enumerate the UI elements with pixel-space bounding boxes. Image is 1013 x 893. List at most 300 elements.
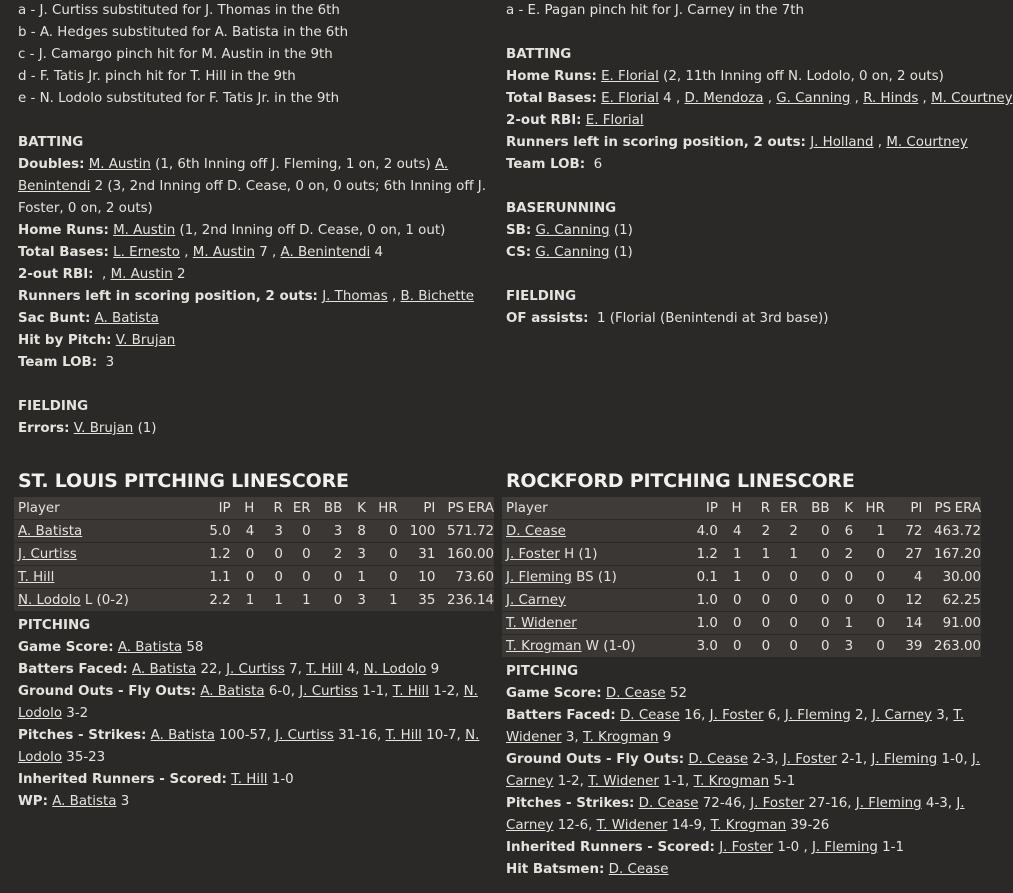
stat-bb: 0 [311, 589, 343, 612]
player-link-e-florial[interactable]: E. Florial [601, 91, 659, 106]
wp-line [18, 791, 488, 813]
stat-er: 0 [283, 543, 311, 566]
col-header-hr: HR [366, 497, 398, 520]
go-foster: 2-1, [840, 752, 868, 767]
player-link-d-mendoza[interactable]: D. Mendoza [684, 91, 764, 106]
stat-ps: 7 [435, 566, 464, 589]
ps-widener: 14-9, [671, 818, 707, 833]
stat-ip: 4.0 [678, 520, 718, 543]
doubles-benintendi-detail: (3, 2nd Inning off D. Cease, 0 on, 0 outs; 6th Inning off J. Foster, 0 on, 2 outs) [18, 179, 487, 216]
player-link-m-courtney[interactable]: M. Courtney [886, 135, 968, 150]
pitches-strikes-line [18, 725, 488, 769]
doubles-benintendi-count: 2 [94, 179, 104, 194]
pitcher-cell [502, 543, 678, 566]
errors-line [18, 418, 496, 440]
player-link-t-hill[interactable]: T. Hill [392, 684, 429, 699]
stl-linescore-title: ST. LOUIS PITCHING LINESCORE [18, 470, 349, 492]
player-link-d-cease[interactable]: D. Cease [688, 752, 749, 767]
stat-era: 6.14 [464, 589, 494, 612]
player-link-r-hinds[interactable]: R. Hinds [863, 91, 919, 106]
bf-cease: 16, [684, 708, 706, 723]
stat-ps: 26 [922, 635, 951, 658]
pitcher-cell [502, 566, 678, 589]
stat-hr: 0 [853, 543, 885, 566]
stat-r: 1 [742, 543, 771, 566]
table-row [14, 566, 494, 589]
player-link-g-canning[interactable]: G. Canning [535, 223, 610, 238]
stat-h: 0 [718, 635, 742, 658]
stat-pi: 27 [885, 543, 923, 566]
player-link-l-ernesto[interactable]: L. Ernesto [113, 245, 180, 260]
stat-ps: 3 [922, 566, 951, 589]
stat-bb: 0 [798, 566, 830, 589]
home-runs-line [506, 66, 981, 88]
stat-ps: 57 [435, 520, 464, 543]
pitcher-decision: L (0-2) [84, 592, 129, 608]
risp-label: Runners left in scoring position, 2 outs: [18, 289, 318, 304]
stat-k: 0 [830, 589, 854, 612]
go-fleming: 1-0, [941, 752, 968, 767]
pitcher-link[interactable]: T. Widener [506, 615, 577, 631]
stat-h: 0 [231, 566, 255, 589]
table-row [502, 543, 981, 566]
table-row [502, 566, 981, 589]
stat-er: 0 [283, 566, 311, 589]
col-header-h: H [231, 497, 255, 520]
go-carney: 1-2, [557, 774, 584, 789]
player-link-b-bichette[interactable]: B. Bichette [400, 289, 474, 304]
player-link-t-krogman[interactable]: T. Krogman [693, 774, 770, 789]
stat-hr: 0 [366, 543, 398, 566]
stat-r: 3 [254, 520, 283, 543]
table-row [14, 520, 494, 543]
stat-hr: 1 [366, 589, 398, 612]
sub-note: b - A. Hedges substituted for A. Batista in the 6th [18, 25, 349, 40]
col-header-player: Player [14, 497, 191, 520]
stat-h: 4 [231, 520, 255, 543]
bf-krogman: 9 [662, 730, 672, 745]
game-score-line [18, 637, 488, 659]
player-link-m-austin[interactable]: M. Austin [110, 267, 173, 282]
player-link-m-austin[interactable]: M. Austin [113, 223, 176, 238]
stat-bb: 0 [798, 589, 830, 612]
col-header-k: K [830, 497, 854, 520]
col-header-era: ERA [464, 497, 494, 520]
two-out-rbi-label: 2-out RBI: [18, 267, 94, 282]
player-link-m-austin[interactable]: M. Austin [88, 157, 151, 172]
pitcher-cell [502, 520, 678, 543]
total-bases-label: Total Bases: [506, 91, 597, 106]
inherited-runners-line [18, 769, 488, 791]
stat-k: 1 [342, 566, 366, 589]
sb-canning: (1) [613, 223, 633, 238]
stat-k: 1 [830, 612, 854, 635]
stat-era: 0.00 [951, 566, 981, 589]
errors-brujan: (1) [137, 421, 157, 436]
sub-note: a - J. Curtiss substituted for J. Thomas in the 6th [18, 3, 340, 18]
player-link-m-courtney[interactable]: M. Courtney [931, 91, 1013, 106]
player-link-g-canning[interactable]: G. Canning [776, 91, 851, 106]
cs-canning: (1) [613, 245, 633, 260]
col-header-era: ERA [951, 497, 981, 520]
player-link-a-batista[interactable]: A. Batista [200, 684, 265, 699]
rockford-pitching-details [506, 661, 981, 881]
inherited-runners-label: Inherited Runners - Scored: [18, 772, 227, 787]
bf-fleming: 2, [854, 708, 868, 723]
stat-pi: 14 [885, 612, 923, 635]
home-runs-label: Home Runs: [506, 69, 597, 84]
baserunning-heading: BASERUNNING [506, 201, 617, 216]
stat-pi: 12 [885, 589, 923, 612]
player-link-e-florial[interactable]: E. Florial [601, 69, 659, 84]
player-link-m-austin[interactable]: M. Austin [192, 245, 255, 260]
hr-austin-detail: (1, 2nd Inning off D. Cease, 0 on, 1 out) [179, 223, 446, 238]
stat-era: 3.00 [951, 635, 981, 658]
col-header-k: K [342, 497, 366, 520]
wp-batista: 3 [120, 794, 130, 809]
rockford-linescore-title: ROCKFORD PITCHING LINESCORE [506, 470, 855, 492]
go-cease: 2-3, [752, 752, 779, 767]
player-link-j-carney[interactable]: J. Carney [506, 752, 981, 789]
pitcher-link[interactable]: J. Fleming [506, 569, 572, 585]
go-batista: 6-0, [268, 684, 295, 699]
pitcher-link[interactable]: J. Carney [506, 592, 566, 608]
home-runs-line [18, 220, 496, 242]
player-link-n-lodolo[interactable]: N. Lodolo [18, 684, 478, 721]
player-link-a-batista[interactable]: A. Batista [132, 662, 197, 677]
bf-foster: 6, [767, 708, 781, 723]
table-row [502, 635, 981, 658]
home-runs-label: Home Runs: [18, 223, 109, 238]
pitching-heading: PITCHING [506, 664, 579, 679]
ps-foster: 27-16, [808, 796, 852, 811]
go-fo-line [506, 749, 981, 793]
go-lodolo: 3-2 [66, 706, 89, 721]
ps-cease: 72-46, [702, 796, 746, 811]
player-link-t-krogman[interactable]: T. Krogman [710, 818, 787, 833]
player-link-t-hill[interactable]: T. Hill [231, 772, 268, 787]
wp-label: WP: [18, 794, 48, 809]
pitcher-link[interactable]: N. Lodolo [18, 592, 81, 608]
player-link-t-widener[interactable]: T. Widener [596, 818, 668, 833]
col-header-ip: IP [191, 497, 231, 520]
player-link-t-widener[interactable]: T. Widener [588, 774, 659, 789]
pitcher-link[interactable]: J. Foster [506, 546, 560, 562]
stat-era: 2.25 [951, 589, 981, 612]
stat-h: 0 [231, 543, 255, 566]
stat-pi: 72 [885, 520, 923, 543]
tb-benintendi: 4 [374, 245, 384, 260]
stat-r: 0 [742, 635, 771, 658]
stat-er: 0 [283, 520, 311, 543]
stat-er: 0 [770, 589, 798, 612]
bf-carney: 3, [936, 708, 950, 723]
player-link-j-foster[interactable]: J. Foster [719, 840, 774, 855]
table-row [14, 543, 494, 566]
sub-note: c - J. Camargo pinch hit for M. Austin in the 9th [18, 47, 333, 62]
stat-ps: 16 [435, 543, 464, 566]
pitcher-cell [14, 589, 191, 612]
stat-hr: 0 [853, 589, 885, 612]
table-header-row [502, 497, 981, 520]
sub-note: d - F. Tatis Jr. pinch hit for T. Hill in the 9th [18, 69, 296, 84]
player-link-a-batista[interactable]: A. Batista [52, 794, 117, 809]
player-link-v-brujan[interactable]: V. Brujan [73, 421, 134, 436]
player-link-d-cease[interactable]: D. Cease [608, 862, 669, 877]
stat-er: 1 [283, 589, 311, 612]
player-link-j-curtiss[interactable]: J. Curtiss [226, 662, 285, 677]
tb-austin: 7 [259, 245, 268, 260]
player-link-j-fleming[interactable]: J. Fleming [855, 796, 922, 811]
pitcher-cell [14, 566, 191, 589]
sac-bunt-label: Sac Bunt: [18, 311, 91, 326]
batting-heading: BATTING [506, 47, 572, 62]
stat-hr: 0 [853, 566, 885, 589]
col-header-r: R [742, 497, 771, 520]
player-link-j-curtiss[interactable]: J. Curtiss [299, 684, 358, 699]
player-link-g-canning[interactable]: G. Canning [535, 245, 610, 260]
go-fo-line [18, 681, 488, 725]
player-link-a-benintendi[interactable]: A. Benintendi [280, 245, 371, 260]
bf-widener: 3, [565, 730, 579, 745]
sb-line [506, 220, 981, 242]
stat-h: 1 [231, 589, 255, 612]
stat-er: 0 [770, 566, 798, 589]
inherited-runners-line [506, 837, 981, 859]
col-header-bb: BB [798, 497, 830, 520]
bf-batista: 22, [200, 662, 222, 677]
stat-bb: 0 [311, 566, 343, 589]
stat-r: 0 [742, 589, 771, 612]
player-link-j-fleming[interactable]: J. Fleming [811, 840, 878, 855]
ir-foster: 1-0 , [777, 840, 808, 855]
team-lob-value: 3 [105, 355, 115, 370]
go-krogman: 5-1 [773, 774, 796, 789]
pitcher-link[interactable]: J. Curtiss [18, 546, 77, 562]
player-link-t-hill[interactable]: T. Hill [306, 662, 343, 677]
stat-ip: 1.0 [678, 612, 718, 635]
col-header-player: Player [502, 497, 678, 520]
player-link-j-carney[interactable]: J. Carney [506, 796, 965, 833]
player-link-n-lodolo[interactable]: N. Lodolo [363, 662, 427, 677]
of-assists-label: OF assists: [506, 311, 589, 326]
bf-hill: 4, [346, 662, 360, 677]
stat-ps: 46 [922, 520, 951, 543]
player-link-t-krogman[interactable]: T. Krogman [582, 730, 659, 745]
ir-fleming: 1-1 [882, 840, 904, 855]
stl-pitching-details [18, 615, 488, 813]
stat-h: 1 [718, 543, 742, 566]
pitches-strikes-line [506, 793, 981, 837]
stat-ip: 0.1 [678, 566, 718, 589]
col-header-ps: PS [922, 497, 951, 520]
team-lob-line [18, 352, 496, 374]
player-link-d-cease[interactable]: D. Cease [620, 708, 680, 723]
player-link-d-cease[interactable]: D. Cease [638, 796, 699, 811]
player-link-j-fleming[interactable]: J. Fleming [871, 752, 938, 767]
pitcher-link[interactable]: T. Krogman [506, 638, 582, 654]
pitcher-link[interactable]: A. Batista [18, 523, 83, 539]
stat-k: 6 [830, 520, 854, 543]
fielding-heading: FIELDING [18, 399, 89, 414]
stat-h: 0 [718, 589, 742, 612]
rockford-pitching-rows [502, 520, 981, 658]
stat-era: 7.20 [951, 543, 981, 566]
pitcher-cell [14, 520, 191, 543]
player-link-e-florial[interactable]: E. Florial [585, 113, 644, 128]
sub-note: a - E. Pagan pinch hit for J. Carney in the 7th [506, 3, 804, 18]
go-widener: 1-1, [663, 774, 690, 789]
inherited-runners-label: Inherited Runners - Scored: [506, 840, 715, 855]
team-lob-label: Team LOB: [506, 157, 586, 172]
pitching-heading: PITCHING [18, 618, 91, 633]
stl-pitching-rows [14, 520, 494, 612]
table-row [502, 520, 981, 543]
stat-k: 3 [830, 635, 854, 658]
fielding-heading: FIELDING [506, 289, 577, 304]
ps-batista: 100-57, [219, 728, 271, 743]
col-header-pi: PI [885, 497, 923, 520]
player-link-j-foster[interactable]: J. Foster [750, 796, 805, 811]
stat-pi: 39 [885, 635, 923, 658]
hbp-line [18, 330, 496, 352]
game-score-label: Game Score: [506, 686, 602, 701]
gs-batista: 58 [186, 640, 204, 655]
two-out-rbi-label: 2-out RBI: [506, 113, 582, 128]
of-assists-value: 1 (Florial (Benintendi at 3rd base)) [596, 311, 829, 326]
player-link-j-holland[interactable]: J. Holland [810, 135, 874, 150]
go-fo-label: Ground Outs - Fly Outs: [18, 684, 197, 699]
col-header-bb: BB [311, 497, 343, 520]
hbp-label: Hit by Pitch: [18, 333, 112, 348]
rockford-notes-column [506, 0, 1013, 330]
player-link-d-cease[interactable]: D. Cease [605, 686, 666, 701]
total-bases-line: Total Bases: E. Florial 4 , D. Mendoza , G. Canning , R. Hinds , M. Courtney [506, 91, 1013, 106]
pitcher-link[interactable]: T. Hill [18, 569, 55, 585]
stat-er: 0 [770, 612, 798, 635]
col-header-er: ER [770, 497, 798, 520]
stat-bb: 0 [798, 543, 830, 566]
rockford-pitching-table [502, 497, 981, 657]
team-lob-label: Team LOB: [18, 355, 98, 370]
stat-hr: 1 [853, 520, 885, 543]
stat-h: 4 [718, 520, 742, 543]
player-link-j-foster[interactable]: J. Foster [709, 708, 764, 723]
risp-line: Runners left in scoring position, 2 outs: J. Thomas , B. Bichette [18, 289, 474, 304]
table-row [502, 612, 981, 635]
stat-era: 1.72 [464, 520, 494, 543]
stat-ip: 1.0 [678, 589, 718, 612]
player-link-a-batista[interactable]: A. Batista [94, 311, 159, 326]
stat-ps: 23 [435, 589, 464, 612]
player-link-j-curtiss[interactable]: J. Curtiss [275, 728, 334, 743]
player-link-j-fleming[interactable]: J. Fleming [784, 708, 851, 723]
stat-hr: 0 [366, 520, 398, 543]
stl-pitching-table [14, 497, 494, 611]
cs-line [506, 242, 981, 264]
ir-hill: 1-0 [271, 772, 294, 787]
player-link-t-hill[interactable]: T. Hill [385, 728, 422, 743]
batters-faced-line [18, 659, 488, 681]
cs-label: CS: [506, 245, 532, 260]
player-link-a-batista[interactable]: A. Batista [117, 640, 183, 655]
stat-pi: 10 [398, 566, 436, 589]
ps-lodolo: 35-23 [66, 750, 106, 765]
risp-label: Runners left in scoring position, 2 outs: [506, 135, 806, 150]
game-score-label: Game Score: [18, 640, 114, 655]
go-hill: 1-2, [433, 684, 460, 699]
stl-notes-column [18, 0, 496, 440]
stat-k: 0 [830, 566, 854, 589]
stat-ps: 16 [922, 543, 951, 566]
go-curtiss: 1-1, [362, 684, 389, 699]
player-link-a-benintendi[interactable]: A. Benintendi [18, 157, 449, 194]
pitcher-cell [502, 612, 678, 635]
sac-bunt-line [18, 308, 496, 330]
pitches-strikes-label: Pitches - Strikes: [18, 728, 147, 743]
stat-ps: 9 [922, 612, 951, 635]
table-row [14, 589, 494, 612]
pitcher-link[interactable]: D. Cease [506, 523, 566, 539]
doubles-line [18, 154, 496, 220]
table-header-row [14, 497, 494, 520]
errors-label: Errors: [18, 421, 70, 436]
stat-k: 3 [342, 543, 366, 566]
table-row [502, 589, 981, 612]
pitcher-decision: BS (1) [576, 569, 617, 585]
stat-ip: 1.1 [191, 566, 231, 589]
col-header-r: R [254, 497, 283, 520]
hit-batsmen-label: Hit Batsmen: [506, 862, 605, 877]
player-link-j-foster[interactable]: J. Foster [782, 752, 837, 767]
stat-k: 2 [830, 543, 854, 566]
player-link-n-lodolo[interactable]: N. Lodolo [18, 728, 480, 765]
col-header-pi: PI [398, 497, 436, 520]
player-link-t-widener[interactable]: T. Widener [506, 708, 965, 745]
total-bases-line: Total Bases: L. Ernesto , M. Austin 7 , A. Benintendi 4 [18, 245, 384, 260]
stat-era: 3.60 [464, 566, 494, 589]
stat-era: 3.72 [951, 520, 981, 543]
ps-curtiss: 31-16, [338, 728, 382, 743]
gs-cease: 52 [669, 686, 687, 701]
stat-r: 2 [742, 520, 771, 543]
doubles-label: Doubles: [18, 157, 85, 172]
stat-r: 1 [254, 589, 283, 612]
stat-pi: 100 [398, 520, 436, 543]
stat-r: 0 [254, 543, 283, 566]
pitcher-cell [14, 543, 191, 566]
stat-bb: 3 [311, 520, 343, 543]
col-header-hr: HR [853, 497, 885, 520]
col-header-er: ER [283, 497, 311, 520]
stat-era: 0.00 [464, 543, 494, 566]
stat-h: 1 [718, 566, 742, 589]
ps-hill: 10-7, [426, 728, 461, 743]
two-out-rbi-line: 2-out RBI: , M. Austin 2 [18, 267, 186, 282]
two-out-rbi-line [506, 110, 981, 132]
team-lob-line [506, 154, 981, 176]
player-link-j-carney[interactable]: J. Carney [872, 708, 932, 723]
batters-faced-label: Batters Faced: [506, 708, 616, 723]
stat-ip: 1.2 [191, 543, 231, 566]
player-link-j-thomas[interactable]: J. Thomas [322, 289, 388, 304]
stat-r: 0 [742, 566, 771, 589]
player-link-v-brujan[interactable]: V. Brujan [115, 333, 176, 348]
sb-label: SB: [506, 223, 532, 238]
batting-heading: BATTING [18, 135, 84, 150]
player-link-a-batista[interactable]: A. Batista [150, 728, 215, 743]
hr-florial-detail: (2, 11th Inning off N. Lodolo, 0 on, 2 outs) [663, 69, 944, 84]
